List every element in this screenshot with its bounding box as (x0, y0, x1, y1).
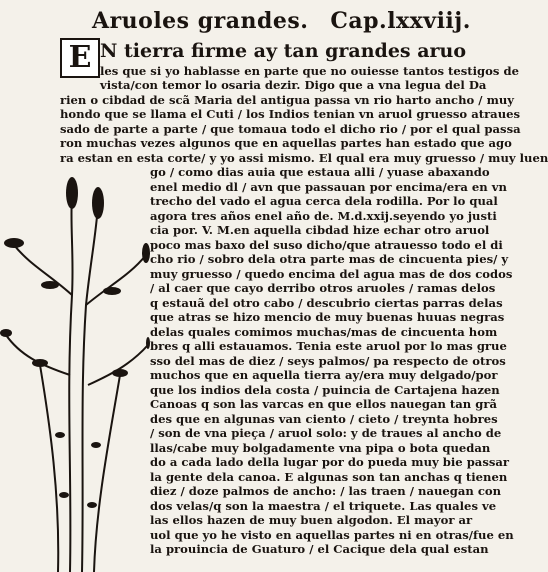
text-line: que los indios dela costa / puincia de Cartajena hazen (150, 383, 500, 397)
chapter-title: Aruoles grandes. (92, 8, 309, 34)
text-line: diez / doze palmos de ancho: / las traen / nauegan con (150, 484, 502, 498)
text-line: / son de vna pieça / aruol solo: y de traues al ancho de (150, 426, 502, 440)
text-line: llas/cabe muy bolgadamente vna pipa o bota quedan (150, 441, 491, 455)
text-line: ron muchas vezes algunos que en aquellas partes han estado que ago (60, 136, 512, 150)
text-line: que atras se hizo mencio de muy buenas huuas negras (150, 310, 505, 324)
decorated-initial: E (60, 38, 100, 78)
text-line: poco mas baxo del suso dicho/que atrauesso todo el di (150, 238, 503, 252)
text-line: uol que yo he visto en aquellas partes ni en otras/fue en (150, 528, 514, 542)
text-line: sso del mas de diez / seys palmos/ pa respecto de otros (150, 354, 506, 368)
text-line: agora tres años enel año de. M.d.xxij.seyendo yo justi (150, 209, 497, 223)
text-line: la prouincia de Guaturo / el Cacique dela qual estan (150, 542, 489, 556)
text-line: vista/con temor lo osaria dezir. Digo que a vna legua del Da (100, 78, 487, 92)
text-line: rien o cibdad de scã Maria del antigua passa vn rio harto ancho / muy (60, 93, 515, 107)
text-line: las ellos hazen de muy buen algodon. El mayor ar (150, 513, 473, 527)
text-line: hondo que se llama el Cuti / los Indios tenian vn aruol gruesso atraues (60, 107, 521, 121)
text-line: des que en algunas van ciento / cieto / treynta hobres (150, 412, 498, 426)
text-line: cia por. V. M.en aquella cibdad hize echar otro aruol (150, 223, 490, 237)
text-line: sado de parte a parte / que tomaua todo el dicho rio / por el qual passa (60, 122, 521, 136)
text-line: ra estan en esta corte/ y yo assi mismo. El qual era muy gruesso / muy luen (60, 151, 548, 165)
text-line: N tierra firme ay tan grandes aruo (100, 40, 467, 62)
text-line: muy gruesso / quedo encima del agua mas de dos codos (150, 267, 513, 281)
text-line: Canoas q son las varcas en que ellos nauegan tan grã (150, 397, 497, 411)
text-line: / al caer que cayo derribo otros aruoles / ramas delos (150, 281, 496, 295)
text-line: bres q alli estauamos. Tenia este aruol por lo mas grue (150, 339, 507, 353)
text-line: dos velas/q son la maestra / el triquete. Las quales ve (150, 499, 497, 513)
text-line: enel medio dl / avn que passauan por encima/era en vn (150, 180, 507, 194)
chapter-number: Cap.lxxviij. (330, 8, 471, 34)
chapter-heading (92, 8, 471, 34)
text-line: cho rio / sobro dela otra parte mas de cincuenta pies/ y (150, 252, 509, 266)
text-line: muchos que en aquella tierra ay/era muy delgado/por (150, 368, 498, 382)
text-line: delas quales comimos muchas/mas de cincuenta hom (150, 325, 498, 339)
text-line: do a cada lado della lugar por do pueda muy bie passar (150, 455, 509, 469)
text-line: trecho del vado el agua cerca dela rodilla. Por lo qual (150, 194, 498, 208)
text-line: q estauã del otro cabo / descubrio ciertas parras delas (150, 296, 503, 310)
text-line: les que si yo hablasse en parte que no ouiesse tantos testigos de (100, 64, 519, 78)
text-line: la gente dela canoa. E algunas son tan anchas q tienen (150, 470, 508, 484)
tree-woodcut-illustration (0, 175, 150, 572)
text-line: go / como dias auia que estaua alli / yuase abaxando (150, 165, 490, 179)
